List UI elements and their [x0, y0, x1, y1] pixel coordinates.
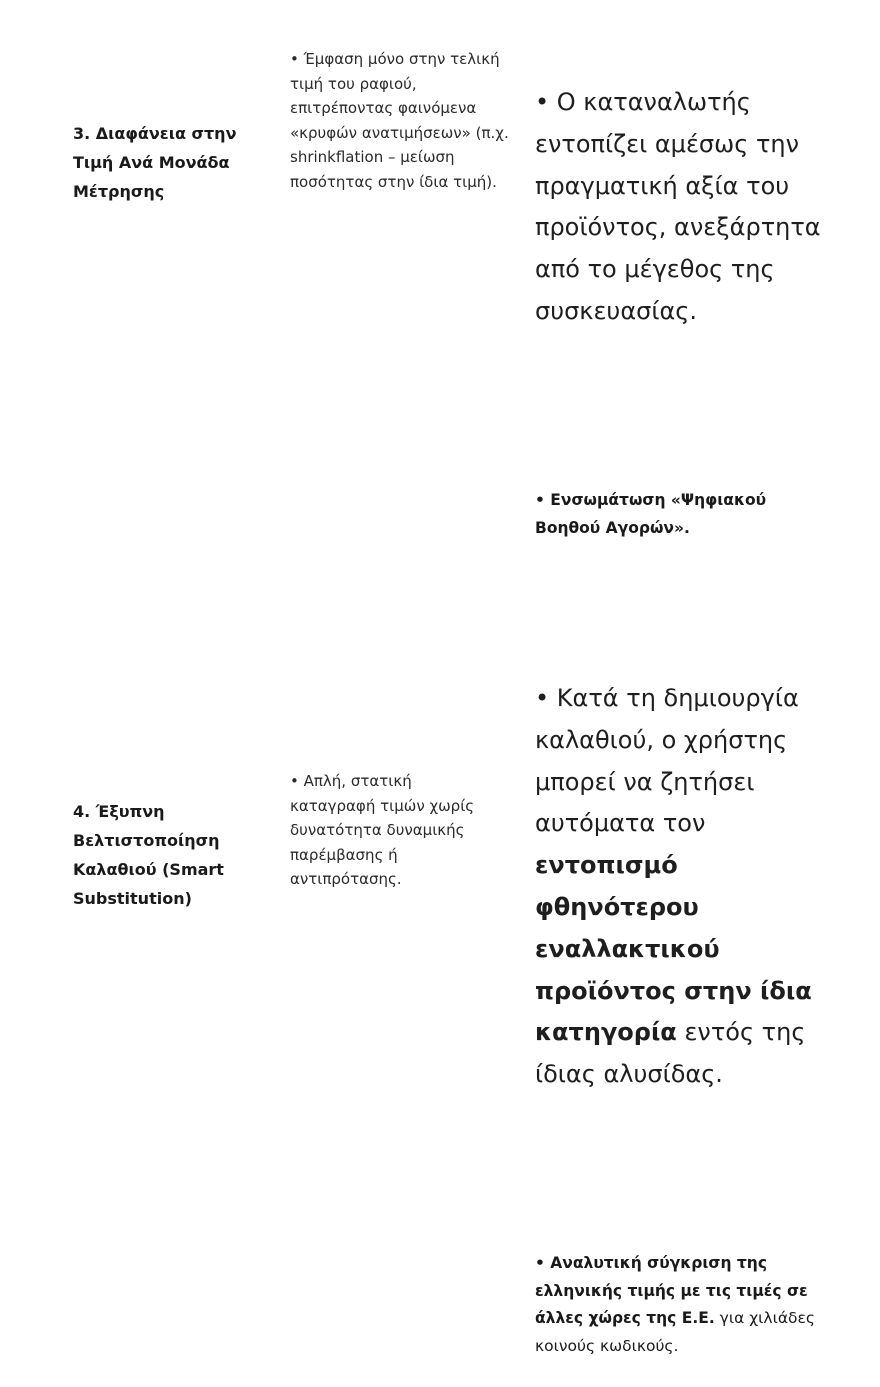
row-3-extra: • Ενσωμάτωση «Ψηφιακού Βοηθού Αγορών».	[535, 491, 767, 537]
row-4-proposal-outro: εντός της ίδιας αλυσίδας.	[535, 1018, 806, 1089]
row-4-current-state: • Απλή, στατική καταγραφή τιμών χωρίς δυνατότητα δυναμικής παρέμβασης ή αντιπρότασης.	[290, 772, 475, 888]
row-3-label: 3. Διαφάνεια στην Τιμή Ανά Μονάδα Μέτρησης	[73, 124, 237, 201]
row-3-current-state: • Έμφαση μόνο στην τελική τιμή του ραφιού, επιτρέποντας φαινόμενα «κρυφών ανατιμήσεων» (π.χ. shrinkflation – μείωση ποσότητας στην ίδια τιμή).	[290, 50, 509, 191]
row-3-proposal: • Ο καταναλωτής εντοπίζει αμέσως την πραγματική αξία του προϊόντος, ανεξάρτητα από το μέγεθος της συσκευασίας.	[535, 88, 821, 325]
row-4-label: 4. Έξυπνη Βελτιστοποίηση Καλαθιού (Smart Substitution)	[73, 802, 224, 908]
row-4-proposal-intro: • Κατά τη δημιουργία καλαθιού, ο χρήστης μπορεί να ζητήσει αυτόματα τον	[535, 684, 799, 838]
row-4-proposal-highlight: εντοπισμό φθηνότερου εναλλακτικού προϊόντος στην ίδια κατηγορία	[535, 851, 812, 1047]
row-4-extra-outro: για χιλιάδες κοινούς κωδικούς.	[535, 1309, 816, 1355]
row-4-proposal	[535, 678, 835, 1096]
row-4-extra-highlight: • Αναλυτική σύγκριση της ελληνικής τιμής με τις τιμές σε άλλες χώρες της Ε.Ε.	[535, 1254, 808, 1327]
row-4-extra	[535, 1250, 835, 1360]
